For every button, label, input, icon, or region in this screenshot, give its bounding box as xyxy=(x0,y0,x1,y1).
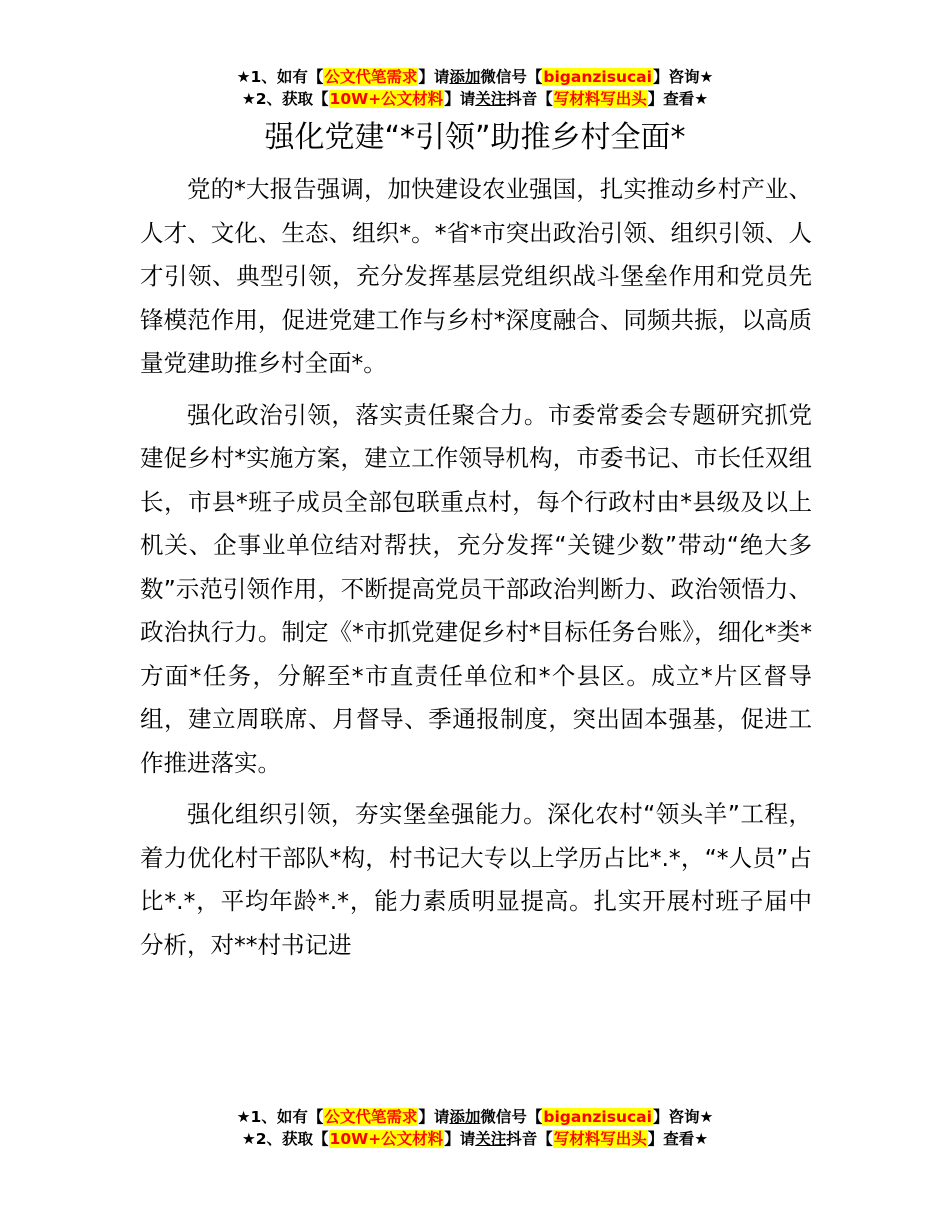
notice-underline-add: 添加 xyxy=(449,68,481,86)
notice-text: ★2、获取【 xyxy=(241,1130,329,1148)
notice-text: 】咨询★ xyxy=(652,1108,714,1126)
notice-text: 】请 xyxy=(418,1108,450,1126)
notice-highlight-wechat-id: biganzisucai xyxy=(543,68,652,86)
notice-text: ★2、获取【 xyxy=(241,90,329,108)
notice-underline-add: 添加 xyxy=(449,1108,481,1126)
notice-text: 微信号【 xyxy=(480,1108,543,1126)
notice-text: 】请 xyxy=(418,68,450,86)
notice-highlight-materials: 10W+公文材料 xyxy=(329,1130,444,1148)
notice-text: 】咨询★ xyxy=(652,68,714,86)
notice-text: 】查看★ xyxy=(647,1130,709,1148)
notice-line-2 xyxy=(0,1128,950,1150)
notice-highlight-douyin: 写材料写出头 xyxy=(553,1130,647,1148)
notice-highlight-materials: 10W+公文材料 xyxy=(329,90,444,108)
notice-text: ★1、如有【 xyxy=(236,1108,324,1126)
notice-text: 抖音【 xyxy=(506,1130,553,1148)
notice-line-1 xyxy=(0,1106,950,1128)
paragraph-political-leadership: 强化政治引领，落实责任聚合力。市委常委会专题研究抓党建促乡村*实施方案，建立工作领导机构，市委书记、市长任双组长，市县*班子成员全部包联重点村，每个行政村由*县级及以上机关、企事业单位结对帮扶，充分发挥“关键少数”带动“绝大多数”示范引领作用，不断提高党员干部政治判断力、政治领悟力、政治执行力。制定《*市抓党建促乡村*目标任务台账》，细化*类*方面*任务，分解至*市直责任单位和*个县区。成立*片区督导组，建立周联席、月督导、季通报制度，突出固本强基，促进工作推进落实。 xyxy=(140,400,812,777)
notice-text: 】查看★ xyxy=(647,90,709,108)
notice-highlight-service: 公文代笔需求 xyxy=(324,68,418,86)
paragraph-organizational-leadership: 强化组织引领，夯实堡垒强能力。深化农村“领头羊”工程，着力优化村干部队*构，村书记大专以上学历占比*.*，“*人员”占比*.*，平均年龄*.*，能力素质明显提高。扎实开展村班子届中分析，对**村书记进 xyxy=(140,800,812,959)
notice-line-2 xyxy=(0,88,950,110)
notice-highlight-service: 公文代笔需求 xyxy=(324,1108,418,1126)
notice-underline-follow: 关注 xyxy=(475,90,507,108)
document-title: 强化党建“*引领”助推乡村全面* xyxy=(264,120,686,155)
bottom-notice xyxy=(0,1106,950,1150)
notice-text: ★1、如有【 xyxy=(236,68,324,86)
paragraph-intro: 党的*大报告强调，加快建设农业强国，扎实推动乡村产业、人才、文化、生态、组织*。*省*市突出政治引领、组织引领、人才引领、典型引领，充分发挥基层党组织战斗堡垒作用和党员先锋模范作用，促进党建工作与乡村*深度融合、同频共振，以高质量党建助推乡村全面*。 xyxy=(140,175,812,377)
notice-text: 微信号【 xyxy=(480,68,543,86)
notice-line-1 xyxy=(0,66,950,88)
notice-underline-follow: 关注 xyxy=(475,1130,507,1148)
notice-text: 抖音【 xyxy=(506,90,553,108)
notice-highlight-wechat-id: biganzisucai xyxy=(543,1108,652,1126)
notice-text: 】请 xyxy=(444,1130,476,1148)
top-notice xyxy=(0,66,950,110)
notice-highlight-douyin: 写材料写出头 xyxy=(553,90,647,108)
notice-text: 】请 xyxy=(444,90,476,108)
document-body xyxy=(140,168,812,975)
